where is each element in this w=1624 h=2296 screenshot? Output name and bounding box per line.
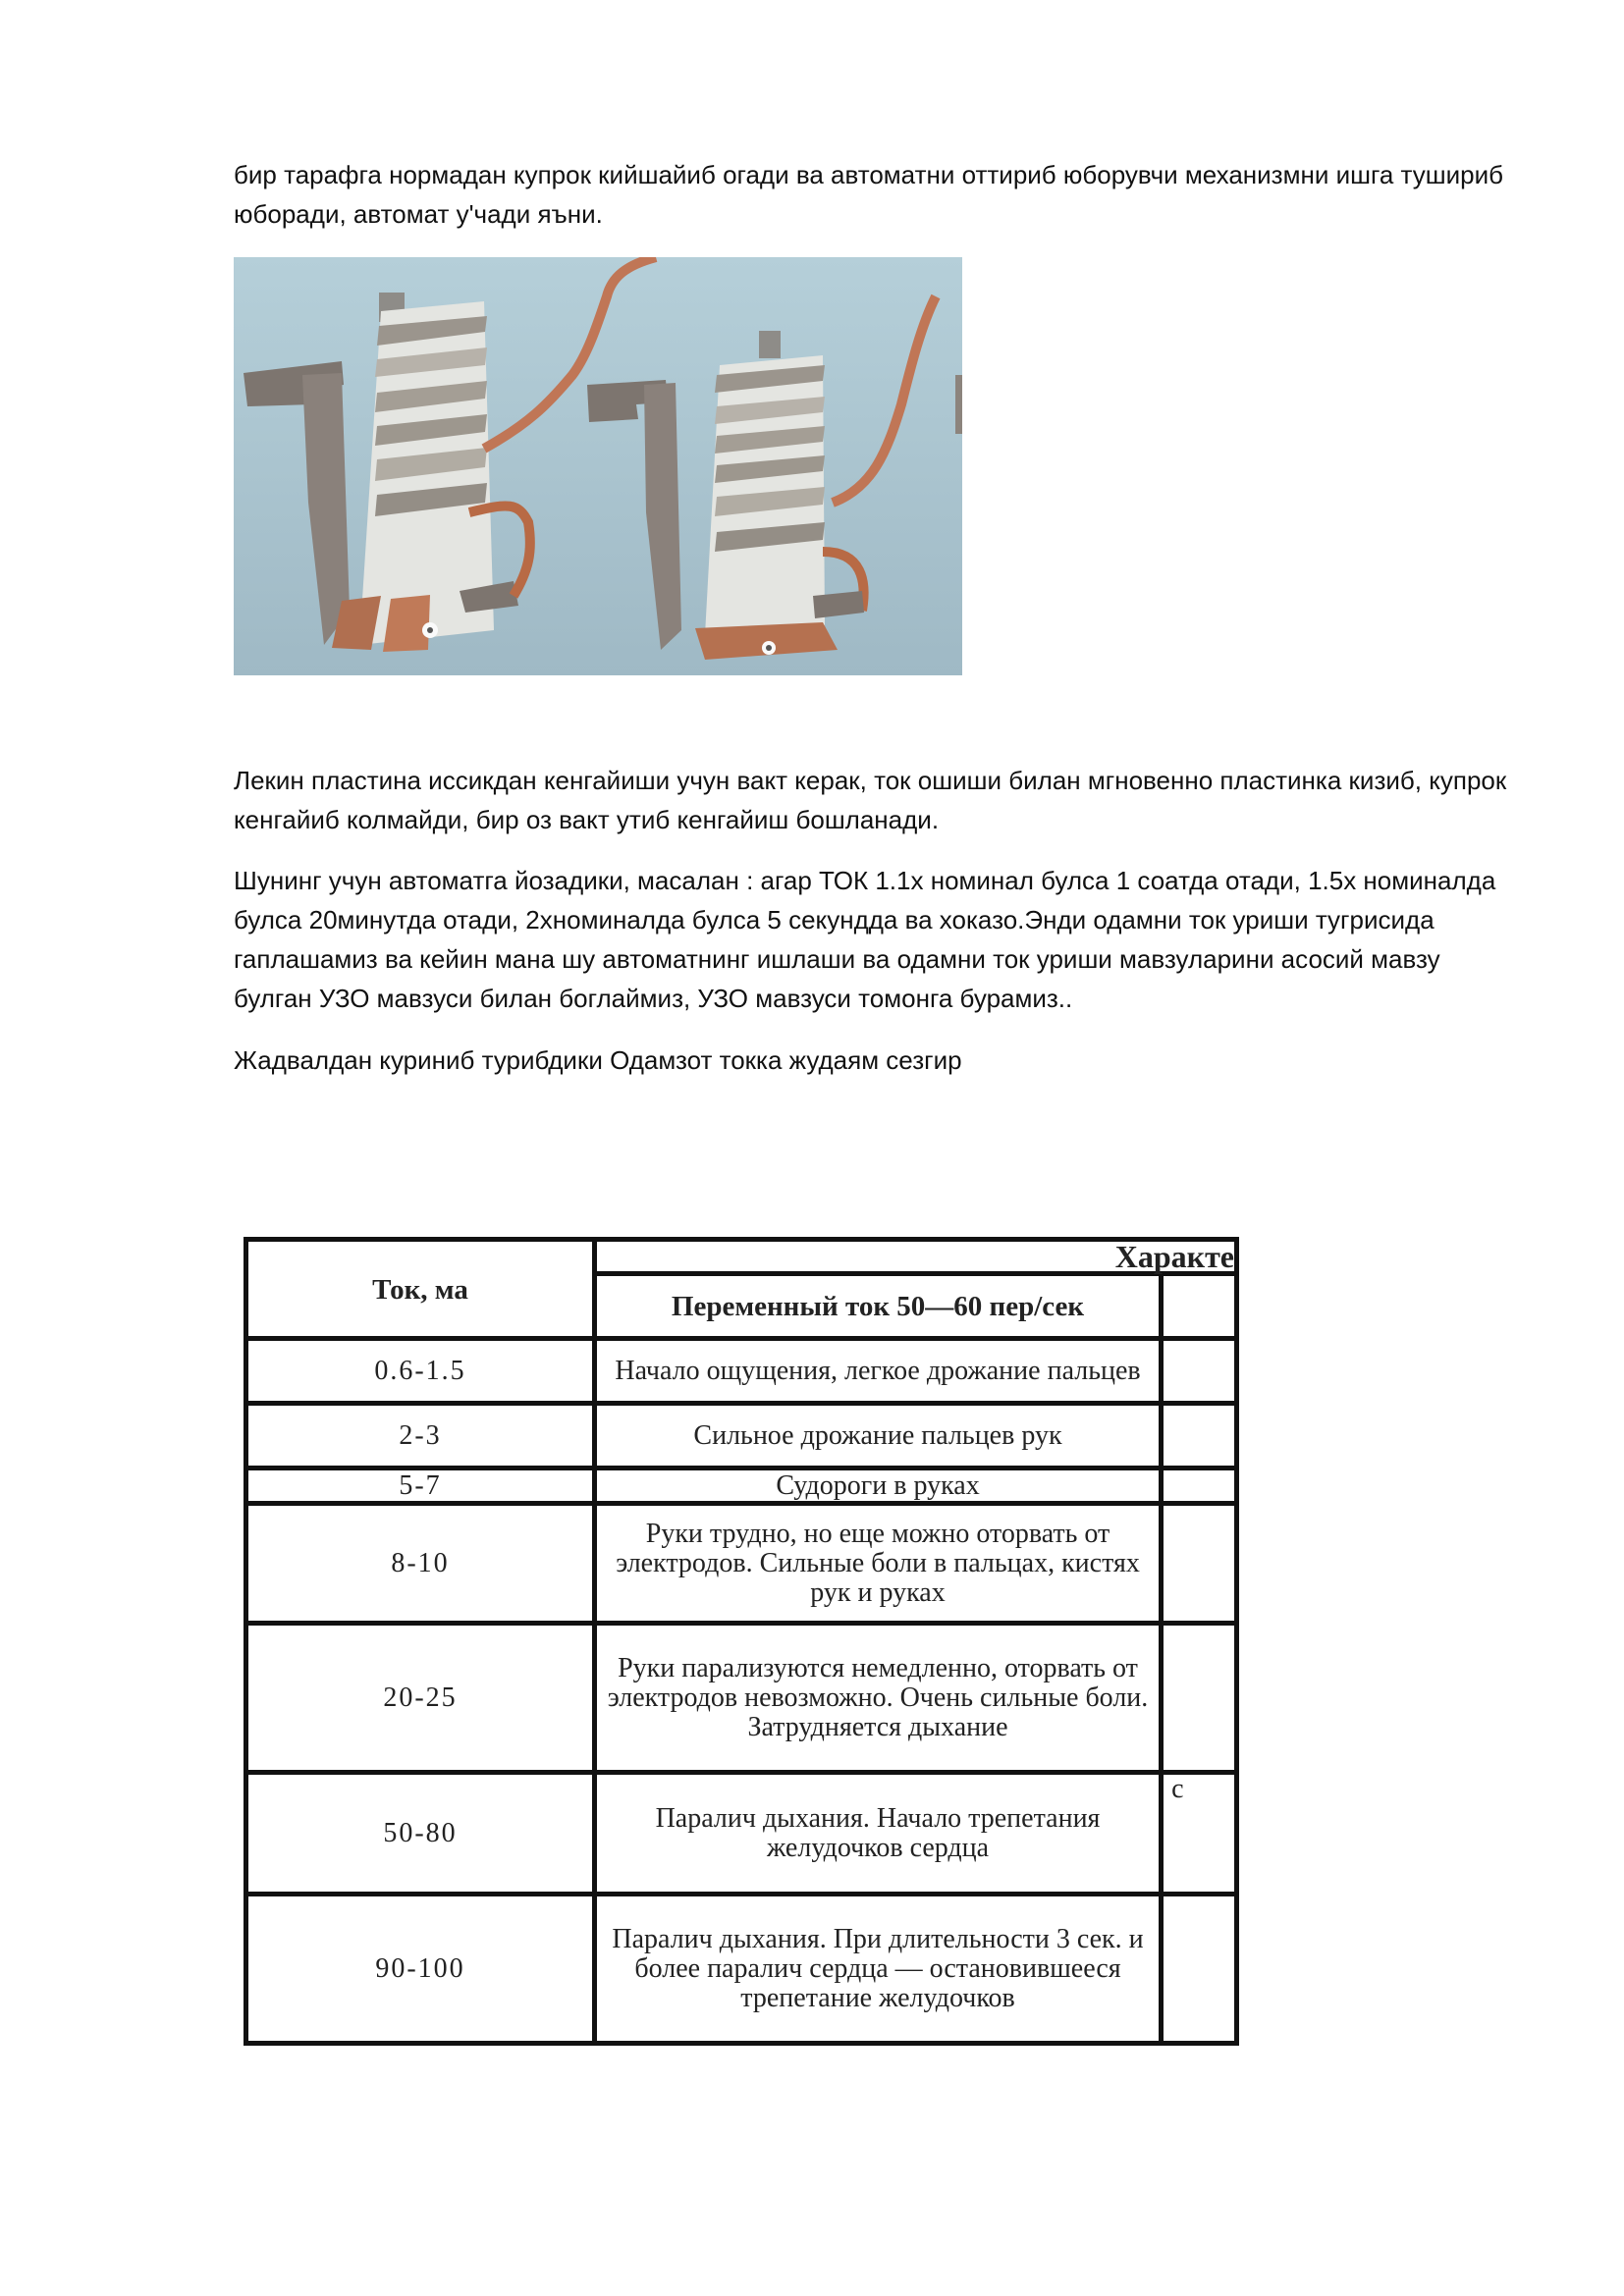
paragraph-trip-times: Шунинг учун автоматга йозадики, масалан : агар ТОК 1.1х номинал булса 1 соатда отади, 1.5х номиналда булса 20минутда отади, 2хноминалда булса 5 секундда ва хоказо.Энди одамни ток уриши тугрисида гаплашамиз ва кейин мана шу автоматнинг ишлаши ва одамни ток уриши мавзуларини асосий мавзу булган УЗО мавзуси билан боглаймиз, УЗО мавзуси томонга бурамиз.. bbox=[234, 866, 1496, 1013]
row-current: 0.6-1.5 bbox=[246, 1339, 595, 1404]
left-release-assembly bbox=[244, 257, 656, 652]
row-current: 50-80 bbox=[246, 1773, 595, 1895]
row-effect: Руки трудно, но еще можно оторвать от электродов. Сильные боли в пальцах, кистях рук и руках bbox=[594, 1504, 1161, 1624]
paragraph-heating-delay: Лекин пластина иссикдан кенгайиши учун вакт керак, ток ошиши билан мгновенно пластинка кизиб, купрок кенгайиб колмайди, бир оз вакт утиб кенгайиш бошланади. bbox=[234, 766, 1507, 834]
paragraph-intro: бир тарафга нормадан купрок кийшайиб огади ва автоматни оттириб юборувчи механизмни ишга тушириб юборади, автомат у'чади яъни. bbox=[234, 160, 1504, 229]
header-group: Характе bbox=[594, 1240, 1236, 1274]
row-effect: Начало ощущения, легкое дрожание пальцев bbox=[594, 1339, 1161, 1404]
row-extra bbox=[1162, 1504, 1237, 1624]
table-row bbox=[246, 1339, 1237, 1404]
row-extra bbox=[1162, 1895, 1237, 2044]
right-release-assembly bbox=[587, 296, 962, 660]
row-extra bbox=[1162, 1624, 1237, 1773]
row-extra bbox=[1162, 1404, 1237, 1468]
row-effect: Паралич дыхания. При длительности 3 сек. и более паралич сердца — остановившееся трепетание желудочков bbox=[594, 1895, 1161, 2044]
row-extra: с bbox=[1162, 1773, 1237, 1895]
row-extra bbox=[1162, 1468, 1237, 1504]
paragraph-table-intro: Жадвалдан куриниб турибдики Одамзот токка жудаям сезгир bbox=[234, 1045, 962, 1075]
table-row bbox=[246, 1468, 1237, 1504]
header-current: Ток, ма bbox=[246, 1240, 595, 1339]
row-current: 20-25 bbox=[246, 1624, 595, 1773]
row-current: 5-7 bbox=[246, 1468, 595, 1504]
breaker-parts-illustration bbox=[234, 257, 962, 675]
table-row bbox=[246, 1404, 1237, 1468]
row-effect: Сильное дрожание пальцев рук bbox=[594, 1404, 1161, 1468]
header-dc bbox=[1162, 1274, 1237, 1339]
row-current: 90-100 bbox=[246, 1895, 595, 2044]
table-row bbox=[246, 1624, 1237, 1773]
table-row bbox=[246, 1895, 1237, 2044]
header-ac: Переменный ток 50—60 пер/сек bbox=[594, 1274, 1161, 1339]
table-row bbox=[246, 1504, 1237, 1624]
row-effect: Паралич дыхания. Начало трепетания желудочков сердца bbox=[594, 1773, 1161, 1895]
row-current: 2-3 bbox=[246, 1404, 595, 1468]
table-header-row bbox=[246, 1240, 1237, 1274]
table-row bbox=[246, 1773, 1237, 1895]
row-current: 8-10 bbox=[246, 1504, 595, 1624]
breaker-thermal-release-photo bbox=[234, 257, 962, 675]
current-effects-table bbox=[244, 1237, 1239, 2046]
row-effect: Руки парализуются немедленно, оторвать от электродов невозможно. Очень сильные боли. Затрудняется дыхание bbox=[594, 1624, 1161, 1773]
current-effects-table-image bbox=[238, 1233, 1239, 2054]
row-effect: Судороги в руках bbox=[594, 1468, 1161, 1504]
row-extra bbox=[1162, 1339, 1237, 1404]
